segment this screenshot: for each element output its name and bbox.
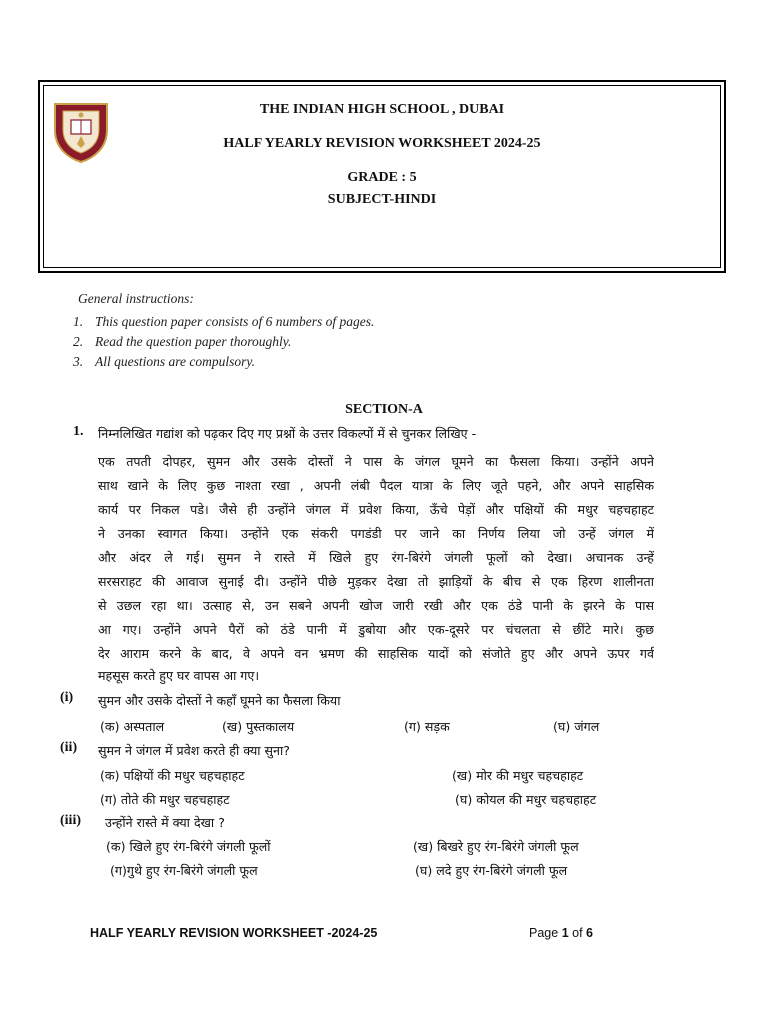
answer-option: (ग)गुथे हुए रंग-बिरंगे जंगली फूल [110, 863, 258, 878]
question-number: 1. [73, 424, 84, 439]
passage-line: साथ खाने के लिए कुछ नाश्ता रखा , अपनी लंबी पैदल यात्रा के लिए जूते पहने, और अपने साहसिक [98, 478, 654, 493]
answer-option: (क) अस्पताल [100, 719, 165, 734]
school-crest-icon [52, 100, 110, 164]
answer-option: (घ) लदे हुए रंग-बिरंगे जंगली फूल [415, 863, 568, 878]
passage-line: आ गए। उन्होंने अपने पैरों को ठंडे पानी में डुबोया और एक-दूसरे पर चंचलता से छींटे मारे। कुछ [98, 622, 654, 637]
passage-line: एक तपती दोपहर, सुमन और उसके दोस्तों ने पास के जंगल घूमने का फैसला किया। उन्होंने अपने [98, 454, 654, 469]
instruction-item [73, 354, 255, 370]
answer-option: (ख) पुस्तकालय [222, 719, 295, 734]
passage-line: ने उनका स्वागत किया। उन्होंने एक संकरी पगडंडी पर जाने का निर्णय लिया जो उन्हें जंगल में [98, 526, 654, 541]
instruction-number: 2. [73, 334, 84, 349]
answer-option: (ख) बिखरे हुए रंग-बिरंगे जंगली फूल [413, 839, 579, 854]
answer-option: (क) खिले हुए रंग-बिरंगे जंगली फूलों [106, 839, 271, 854]
answer-option: (ख) मोर की मधुर चहचहाहट [452, 768, 584, 783]
worksheet-title: HALF YEARLY REVISION WORKSHEET 2024-25 [223, 136, 541, 151]
answer-option: (घ) जंगल [553, 719, 600, 734]
passage-line: देर आराम करने के बाद, वे अपने वन भ्रमण की साहसिक यादों को संजोते हुए और अपने ऊपर गर्व [98, 646, 654, 661]
subquestion-number: (iii) [60, 813, 81, 828]
grade-label: GRADE : 5 [347, 170, 417, 185]
answer-option: (क) पक्षियों की मधुर चहचहाहट [100, 768, 245, 783]
page-number: 1 [561, 926, 569, 940]
instruction-item [73, 334, 291, 350]
page-prefix: Page [529, 926, 559, 940]
section-heading: SECTION-A [345, 402, 423, 417]
instruction-number: 1. [73, 314, 84, 329]
instruction-text: All questions are compulsory. [95, 354, 255, 369]
instruction-item [73, 314, 374, 330]
answer-option: (ग) सड़क [404, 719, 450, 734]
question-prompt: निम्नलिखित गद्यांश को पढ़कर दिए गए प्रश्नों के उत्तर विकल्पों में से चुनकर लिखिए - [98, 426, 477, 441]
school-name: THE INDIAN HIGH SCHOOL , DUBAI [259, 102, 505, 117]
footer-title: HALF YEARLY REVISION WORKSHEET -2024-25 [90, 926, 378, 940]
subquestion-number: (ii) [60, 740, 78, 755]
subquestion-text: उन्होंने रास्ते में क्या देखा ? [105, 815, 225, 830]
passage-line: महसूस करते हुए घर वापस आ गए। [98, 668, 260, 683]
page-indicator [529, 926, 593, 940]
instruction-number: 3. [73, 354, 84, 369]
subquestion-text: सुमन और उसके दोस्तों ने कहाँ घूमने का फैसला किया [98, 693, 341, 708]
passage-line: से उछल रहा था। उत्साह से, उन सबने अपनी खोज जारी रखी और एक ठंडे पानी के झरने के पास [98, 598, 654, 613]
instruction-text: Read the question paper thoroughly. [95, 334, 292, 349]
passage-line: सरसराहट की आवाज सुनाई दी। उन्होंने पीछे मुड़कर देखा तो झाड़ियों के बीच से एक हिरण शालीनता [98, 574, 654, 589]
header-box [38, 80, 726, 273]
answer-option: (घ) कोयल की मधुर चहचहाहट [455, 792, 597, 807]
instruction-text: This question paper consists of 6 numbers of pages. [95, 314, 375, 329]
header-inner-border [43, 85, 721, 268]
page-of: of [572, 926, 583, 940]
subquestion-text: सुमन ने जंगल में प्रवेश करते ही क्या सुना? [98, 743, 290, 758]
passage-line: और अंदर ले गई। सुमन ने रास्ते में खिले हुए रंग-बिरंगे जंगली फूलों को देखा। अचानक उन्हें [98, 550, 654, 565]
page-total: 6 [586, 926, 593, 940]
answer-option: (ग) तोते की मधुर चहचहाहट [100, 792, 230, 807]
passage-line: कार्य पर निकल पडे। जैसे ही उन्होंने जंगल में प्रवेश किया, ऊँचे पेड़ों और पक्षियों की मधुर चहचहाहट [98, 502, 654, 517]
subquestion-number: (i) [60, 690, 74, 705]
instructions-heading: General instructions: [78, 291, 194, 306]
subject-label: SUBJECT-HINDI [327, 192, 437, 207]
